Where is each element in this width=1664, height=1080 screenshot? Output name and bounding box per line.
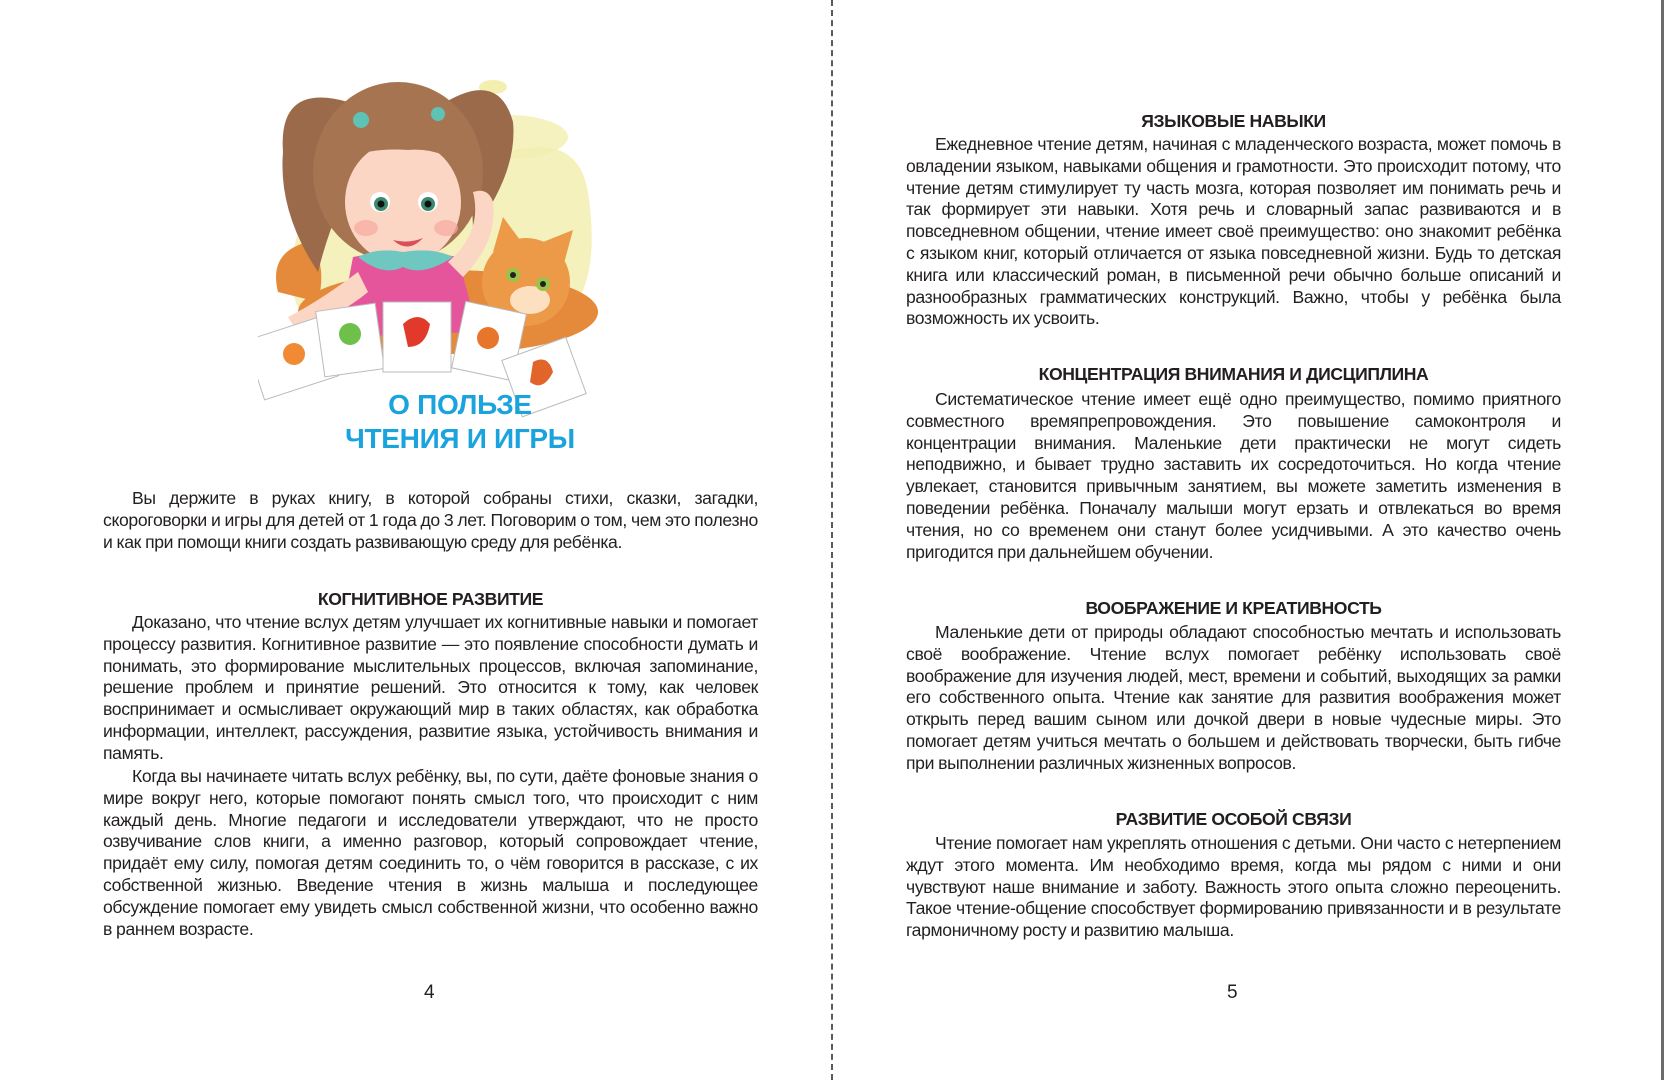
section-heading-concentration: КОНЦЕНТРАЦИЯ ВНИМАНИЯ И ДИСЦИПЛИНА: [1038, 364, 1429, 384]
cheek-left: [354, 220, 378, 236]
girl-with-cat-illustration: [258, 62, 608, 422]
page-title: [250, 388, 670, 456]
concentration-paragraph: Систематическое чтение имеет ещё одно преимущество, помимо приятного совместного времяпрепровождения. Это повышение самоконтроля и концентрации внимания. Маленькие дети практически не могут сидеть неподвижно, и бывает трудно заставить их сосредоточиться. Но когда чтение увлекает, становится привычным занятием, вы можете заметить изменения в поведении ребёнка. Поначалу малыши могут ерзать и отвлекаться во время чтения, но со временем они станут более усидчивыми. А это качество очень пригодится при дальнейшем обучении.: [906, 389, 1561, 562]
language-paragraph: Ежедневное чтение детям, начиная с младенческого возраста, может помочь в овладении языком, навыками общения и грамотности. Это происходит потому, что чтение детям стимулирует ту часть мозга, которая позволяет им понимать речь и так формирует эти навыки. Хотя речь и словарный запас развиваются и в повседневном общении, чтение имеет своё преимущество: оно знакомит ребёнка с языком книг, который отличается от языка повседневной жизни. Будь то детская книга или классический роман, в письменной речи обычно больше описаний и разнообразных грамматических конструкций. Важно, чтобы у ребёнка была возможность их усвоить.: [906, 134, 1561, 329]
page-number-left: 4: [424, 982, 435, 1003]
cognitive-paragraph-1: Доказано, что чтение вслух детям улучшает их когнитивные навыки и помогает процессу развития. Когнитивное развитие — это появление способности думать и понимать, это формирование мыслительных процессов, включая запоминание, решение проблем и принятие решений. Это относится к тому, как человек воспринимает и осмысливает окружающий мир в таких областях, как обработка информации, интеллект, рассуждения, развитие языка, устойчивость внимания и память.: [103, 612, 758, 763]
section-heading-cognitive: КОГНИТИВНОЕ РАЗВИТИЕ: [317, 589, 544, 609]
section-heading-imagination: ВООБРАЖЕНИЕ И КРЕАТИВНОСТЬ: [1085, 598, 1382, 618]
bond-paragraph: Чтение помогает нам укреплять отношения с детьми. Они часто с нетерпением ждут этого момента. Им необходимо время, когда мы рядом с ними и они чувствуют наше внимание и заботу. Важность этого опыта сложно переоценить. Такое чтение-общение способствует формированию привязанности и в результате гармоничному росту и развитию малыша.: [906, 833, 1561, 941]
imagination-paragraph: Маленькие дети от природы обладают способностью мечтать и использовать своё воображение. Чтение вслух помогает ребёнку использовать своё воображение для изучения людей, мест, времени и событий, выходящих за рамки его собственного опыта. Чтение как занятие для развития воображения может открыть перед вашим сыном или дочкой двери в новые чудесные миры. Это помогает детям учиться мечтать о большем и действовать творчески, быть гибче при выполнении различных жизненных вопросов.: [906, 622, 1561, 773]
section-heading-language: ЯЗЫКОВЫЕ НАВЫКИ: [1141, 111, 1326, 131]
title-line-2: ЧТЕНИЯ И ИГРЫ: [345, 423, 575, 454]
hair-tie-right: [431, 107, 445, 121]
section-heading-bond: РАЗВИТИЕ ОСОБОЙ СВЯЗИ: [1115, 809, 1352, 829]
hair-tie-left: [353, 112, 369, 128]
page-divider-dashed: [831, 0, 833, 1080]
title-line-1: О ПОЛЬЗЕ: [388, 389, 532, 420]
cheek-right: [434, 220, 458, 236]
intro-paragraph: Вы держите в руках книгу, в которой собраны стихи, сказки, загадки, скороговорки и игры для детей от 1 года до 3 лет. Поговорим о том, чем это полезно и как при помощи книги создать развивающую среду для ребёнка.: [103, 488, 758, 552]
page-number-right: 5: [1227, 982, 1238, 1003]
cognitive-paragraph-2: Когда вы начинаете читать вслух ребёнку, вы, по сути, даёте фоновые знания о мире вокруг него, которые помогают понять смысл того, что происходит с ним каждый день. Многие педагоги и исследователи утверждают, что не просто озвучивание слов книги, а именно разговор, который сопровождает чтение, придаёт ему силу, помогая детям соединить то, о чём говорится в рассказе, с их собственной жизнью. Введение чтения в жизнь малыша и последующее обсуждение помогает ему увидеть смысл собственной жизни, что особенно важно в раннем возрасте.: [103, 766, 758, 939]
